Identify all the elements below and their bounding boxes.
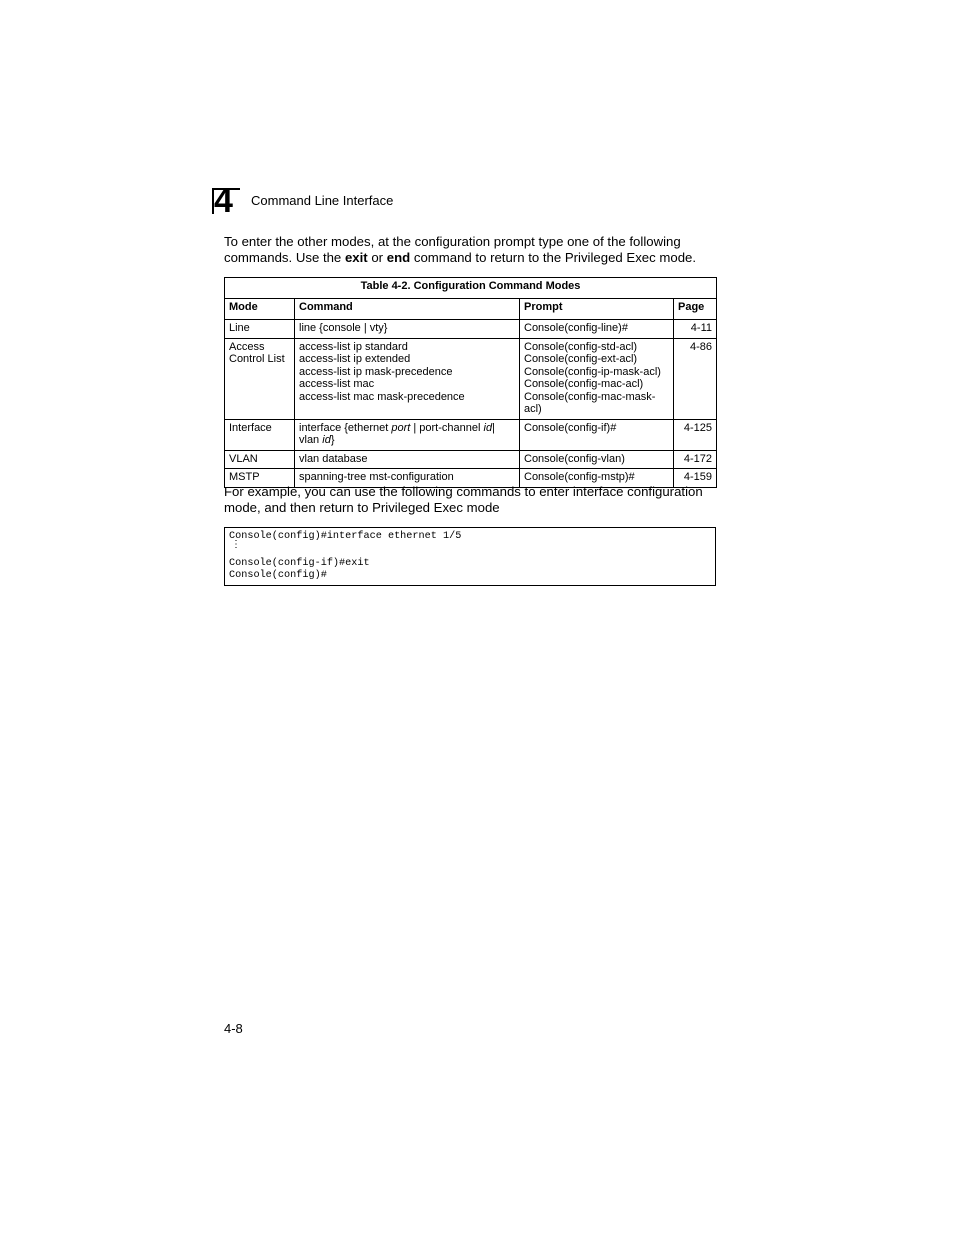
code-line: Console(config-if)#exit (229, 557, 370, 569)
mode-cell: VLAN (225, 450, 295, 469)
configuration-modes-table (224, 277, 717, 488)
page-cell: 4-159 (674, 469, 717, 488)
mode-cell: Interface (225, 419, 295, 450)
intro-text: To enter the other modes, at the configuration prompt type one of the following commands. Use the (224, 234, 681, 265)
exit-keyword: exit (344, 250, 368, 265)
table-caption: Table 4-2. Configuration Command Modes (225, 278, 717, 299)
example-paragraph: For example, you can use the following commands to enter interface configuration mode, and then return to Privileged Exec mode (224, 484, 703, 515)
command-param: id (322, 434, 331, 446)
command-cell (295, 419, 520, 450)
prompt-line: Console(config-mac-acl) (524, 378, 644, 390)
code-line: Console(config)#interface ethernet 1/5 (229, 531, 462, 542)
command-line: access-list mac mask-precedence (299, 390, 465, 403)
page-cell: 4-11 (674, 320, 717, 339)
prompt-line: Console(config-std-acl) (524, 340, 638, 353)
command-cell (295, 338, 520, 419)
mode-cell: MSTP (225, 469, 295, 488)
header-command: Command (295, 299, 520, 320)
mode-line: Access (229, 340, 265, 353)
command-cell: spanning-tree mst-configuration (295, 469, 520, 488)
code-line: Console(config)# (229, 570, 327, 581)
prompt-line: Console(config-ext-acl) (524, 353, 638, 365)
prompt-cell: Console(config-if)# (520, 419, 674, 450)
command-text: | port-channel (410, 421, 484, 434)
prompt-cell: Console(config-mstp)# (520, 469, 674, 488)
command-line: access-list ip standard (299, 340, 408, 353)
command-text: | vlan (299, 421, 495, 446)
command-text: interface {ethernet (299, 421, 392, 434)
chapter-title: Command Line Interface (251, 193, 394, 208)
intro-text: or (367, 250, 387, 265)
table-row (225, 450, 717, 469)
mode-line: Control List (229, 353, 285, 365)
table-row (225, 419, 717, 450)
prompt-cell (520, 338, 674, 419)
table-row (225, 320, 717, 339)
table-row (225, 338, 717, 419)
page-number: 4-8 (224, 1021, 243, 1036)
prompt-cell: Console(config-vlan) (520, 450, 674, 469)
prompt-line: Console(config-mac-mask-acl) (524, 390, 656, 415)
command-param: id (483, 421, 493, 434)
command-line: access-list mac (299, 378, 375, 390)
header-page: Page (674, 299, 717, 320)
page-cell: 4-125 (674, 419, 717, 450)
command-line: access-list ip mask-precedence (299, 365, 453, 378)
end-keyword: end (386, 250, 411, 265)
intro-paragraph (224, 234, 716, 266)
chapter-number: 4 (214, 182, 232, 220)
page-cell: 4-86 (674, 338, 717, 419)
command-cell: vlan database (295, 450, 520, 469)
intro-text: command to return to the Privileged Exec mode. (410, 250, 697, 265)
prompt-line: Console(config-ip-mask-acl) (524, 365, 661, 378)
header-prompt: Prompt (520, 299, 674, 320)
prompt-cell: Console(config-line)# (520, 320, 674, 339)
mode-cell: Line (225, 320, 295, 339)
command-param: port (391, 421, 411, 434)
command-cell: line {console | vty} (295, 320, 520, 339)
command-text: } (330, 434, 335, 446)
mode-cell (225, 338, 295, 419)
table-header-row (225, 299, 717, 320)
code-example-box (224, 527, 716, 586)
vertical-ellipsis: ⋮ (231, 539, 241, 551)
page-cell: 4-172 (674, 450, 717, 469)
header-mode: Mode (225, 299, 295, 320)
command-line: access-list ip extended (299, 353, 411, 365)
